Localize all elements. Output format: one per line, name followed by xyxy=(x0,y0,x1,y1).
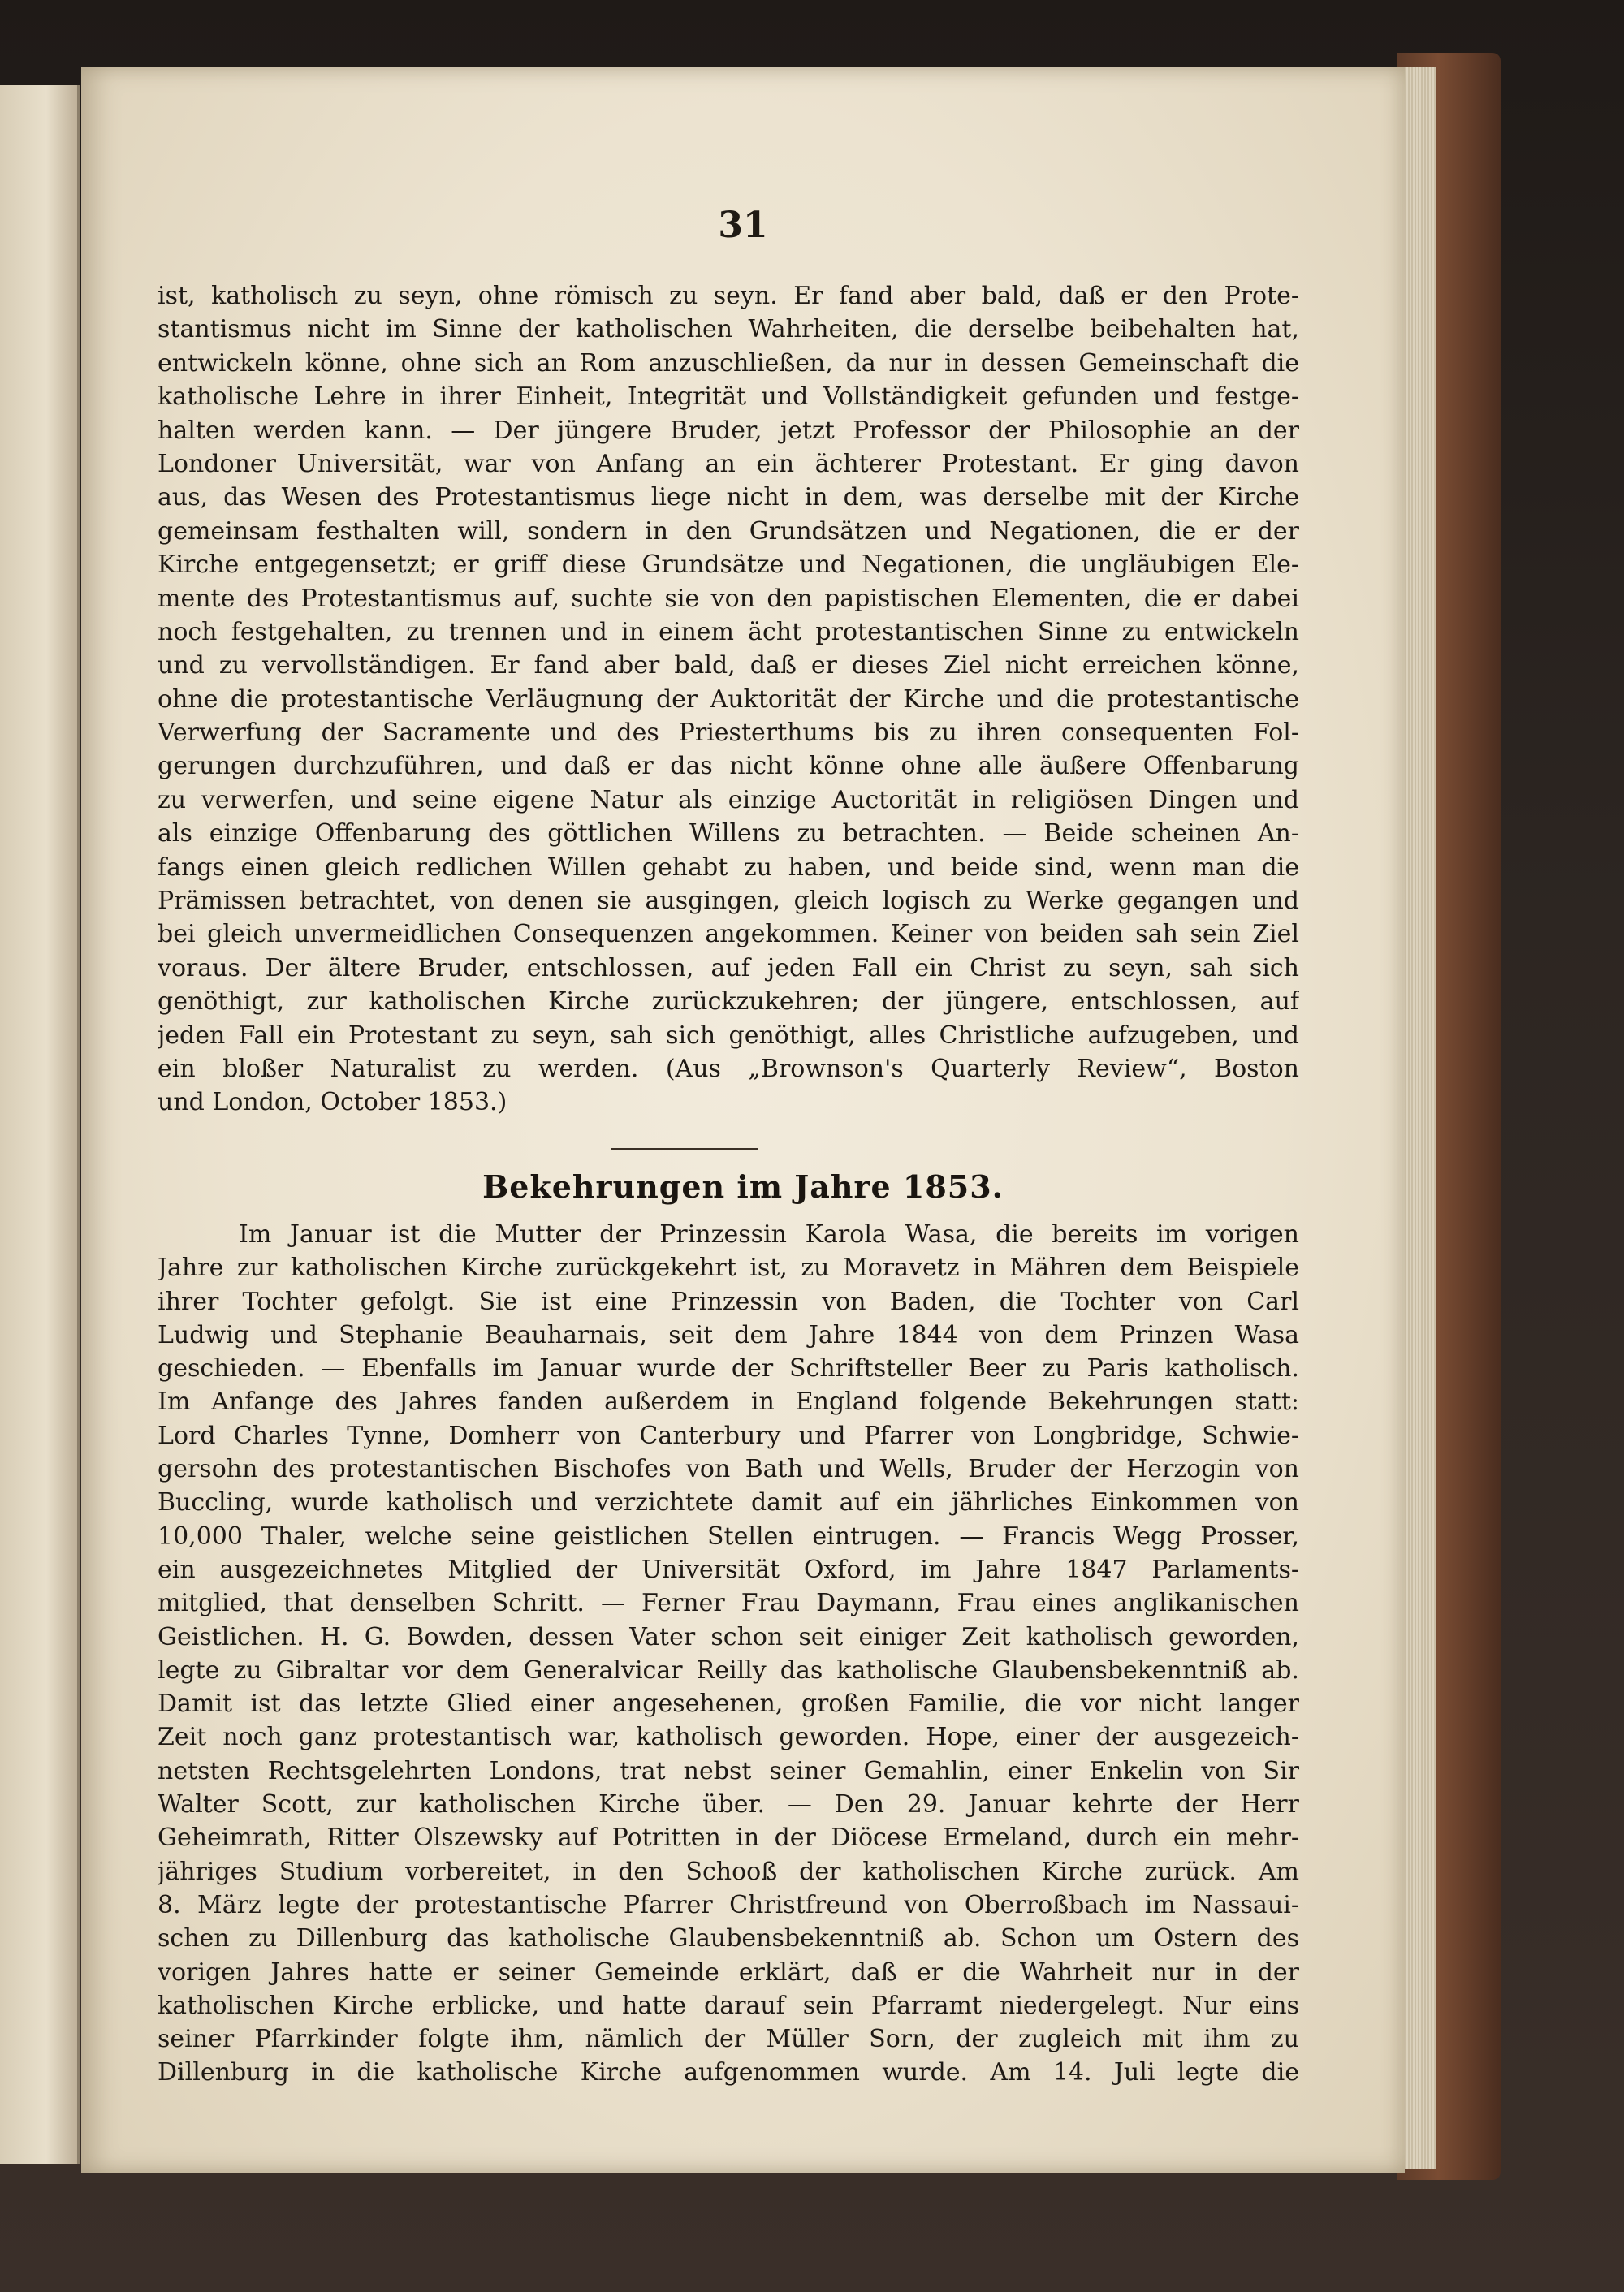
paragraph-2 xyxy=(158,1218,1299,2090)
text-line: genöthigt, zur katholischen Kirche zurückzukehren; der jüngere, entschlossen, auf xyxy=(158,987,1299,1017)
text-line: halten werden kann. — Der jüngere Bruder, jetzt Professor der Philosophie an der xyxy=(158,416,1299,445)
text-line: voraus. Der ältere Bruder, entschlossen, auf jeden Fall ein Christ zu seyn, sah sich xyxy=(158,953,1299,982)
text-line: jähriges Studium vorbereitet, in den Schooß der katholischen Kirche zurück. Am xyxy=(158,1857,1299,1886)
text-line: zu verwerfen, und seine eigene Natur als einzige Auctorität in religiösen Dingen und xyxy=(158,785,1299,814)
text-line: fangs einen gleich redlichen Willen gehabt zu haben, und beide sind, wenn man die xyxy=(158,852,1299,882)
text-line: jeden Fall ein Protestant zu seyn, sah sich genöthigt, alles Christliche aufzugeben, und xyxy=(158,1021,1299,1050)
text-line: Geheimrath, Ritter Olszewsky auf Potritten in der Diöcese Ermeland, durch ein mehr- xyxy=(158,1824,1299,1853)
text-line: und London, October 1853.) xyxy=(158,1088,508,1117)
text-line: mitglied, that denselben Schritt. — Ferner Frau Daymann, Frau eines anglikanischen xyxy=(158,1589,1299,1618)
facing-page-edge xyxy=(0,85,80,2164)
text-line: gersohn des protestantischen Bischofes von Bath und Wells, Bruder der Herzogin von xyxy=(158,1455,1299,1484)
text-line: entwickeln könne, ohne sich an Rom anzuschließen, da nur in dessen Gemeinschaft die xyxy=(158,348,1299,378)
text-line: Im Anfange des Jahres fanden außerdem in England folgende Bekehrungen statt: xyxy=(158,1388,1299,1417)
text-line: ein ausgezeichnetes Mitglied der Universität Oxford, im Jahre 1847 Parlaments- xyxy=(158,1555,1299,1584)
text-line: bei gleich unvermeidlichen Consequenzen angekommen. Keiner von beiden sah sein Ziel xyxy=(158,920,1299,949)
text-line: Walter Scott, zur katholischen Kirche über. — Den 29. Januar kehrte der Herr xyxy=(158,1790,1299,1819)
text-line: Kirche entgegensetzt; er griff diese Grundsätze und Negationen, die ungläubigen Ele- xyxy=(158,550,1299,580)
text-line: ist, katholisch zu seyn, ohne römisch zu seyn. Er fand aber bald, daß er den Prote- xyxy=(158,282,1299,310)
text-line: mente des Protestantismus auf, suchte sie von den papistischen Elementen, die er dabei xyxy=(158,584,1299,613)
text-line: und zu vervollständigen. Er fand aber bald, daß er dieses Ziel nicht erreichen könne, xyxy=(158,651,1299,680)
text-line: Buccling, wurde katholisch und verzichtete damit auf ein jährliches Einkommen von xyxy=(158,1488,1299,1517)
text-line: ohne die protestantische Verläugnung der Auktorität der Kirche und die protestantische xyxy=(158,684,1299,714)
text-line: ihrer Tochter gefolgt. Sie ist eine Prinzessin von Baden, die Tochter von Carl xyxy=(158,1287,1299,1316)
section-heading: Bekehrungen im Jahre 1853. xyxy=(482,1168,1004,1205)
text-line: Zeit noch ganz protestantisch war, katholisch geworden. Hope, einer der ausgezeich- xyxy=(158,1723,1299,1752)
text-line: 8. März legte der protestantische Pfarrer Christfreund von Oberroßbach im Nassaui- xyxy=(158,1890,1299,1919)
text-line: seiner Pfarrkinder folgte ihm, nämlich der Müller Sorn, der zugleich mit ihm zu xyxy=(158,2025,1299,2054)
paragraph-1 xyxy=(158,279,1299,1120)
text-line: Dillenburg in die katholische Kirche aufgenommen wurde. Am 14. Juli legte die xyxy=(158,2058,1299,2087)
text-line: geschieden. — Ebenfalls im Januar wurde der Schriftsteller Beer zu Paris katholisch. xyxy=(158,1354,1299,1383)
text-line: schen zu Dillenburg das katholische Glaubensbekenntniß ab. Schon um Ostern des xyxy=(158,1924,1299,1953)
text-line: noch festgehalten, zu trennen und in einem ächt protestantischen Sinne zu entwickeln xyxy=(158,617,1299,646)
text-line: netsten Rechtsgelehrten Londons, trat nebst seiner Gemahlin, einer Enkelin von Sir xyxy=(158,1756,1299,1785)
text-line: Prämissen betrachtet, von denen sie ausgingen, gleich logisch zu Werke gegangen und xyxy=(158,887,1299,916)
text-line: Im Januar ist die Mutter der Prinzessin Karola Wasa, die bereits im vorigen xyxy=(239,1220,1299,1249)
text-line: vorigen Jahres hatte er seiner Gemeinde erklärt, daß er die Wahrheit nur in der xyxy=(158,1957,1299,1987)
text-line: aus, das Wesen des Protestantismus liege nicht in dem, was derselbe mit der Kirche xyxy=(158,483,1299,512)
text-line: Verwerfung der Sacramente und des Priesterthums bis zu ihren consequenten Fol- xyxy=(158,719,1299,748)
text-line: ein bloßer Naturalist zu werden. (Aus „Brownson's Quarterly Review“, Boston xyxy=(158,1054,1299,1083)
book-page xyxy=(81,67,1405,2173)
text-line: 10,000 Thaler, welche seine geistlichen Stellen eintrugen. — Francis Wegg Prosser, xyxy=(158,1522,1299,1551)
text-line: gemeinsam festhalten will, sondern in den Grundsätzen und Negationen, die er der xyxy=(158,516,1299,546)
text-line: als einzige Offenbarung des göttlichen Willens zu betrachten. — Beide scheinen An- xyxy=(158,819,1299,848)
text-line: Jahre zur katholischen Kirche zurückgekehrt ist, zu Moravetz in Mähren dem Beispiele xyxy=(158,1254,1299,1283)
text-line: Ludwig und Stephanie Beauharnais, seit dem Jahre 1844 von dem Prinzen Wasa xyxy=(158,1320,1299,1349)
text-line: gerungen durchzuführen, und daß er das nicht könne ohne alle äußere Offenbarung xyxy=(158,752,1299,781)
text-line: Geistlichen. H. G. Bowden, dessen Vater schon seit einiger Zeit katholisch geworden, xyxy=(158,1622,1299,1651)
page-number: 31 xyxy=(718,205,768,246)
text-line: katholische Lehre in ihrer Einheit, Integrität und Vollständigkeit gefunden und festge- xyxy=(158,382,1299,412)
text-line: Lord Charles Tynne, Domherr von Canterbury und Pfarrer von Longbridge, Schwie- xyxy=(158,1421,1299,1450)
text-line: legte zu Gibraltar vor dem Generalvicar Reilly das katholische Glaubensbekenntniß ab. xyxy=(158,1655,1299,1685)
text-line: Damit ist das letzte Glied einer angesehenen, großen Familie, die vor nicht langer xyxy=(158,1690,1299,1719)
text-line: Londoner Universität, war von Anfang an ein ächterer Protestant. Er ging davon xyxy=(158,449,1299,478)
text-line: stantismus nicht im Sinne der katholischen Wahrheiten, die derselbe beibehalten hat, xyxy=(158,315,1299,344)
section-divider xyxy=(611,1148,758,1150)
text-line: katholischen Kirche erblicke, und hatte darauf sein Pfarramt niedergelegt. Nur eins xyxy=(158,1991,1299,2020)
